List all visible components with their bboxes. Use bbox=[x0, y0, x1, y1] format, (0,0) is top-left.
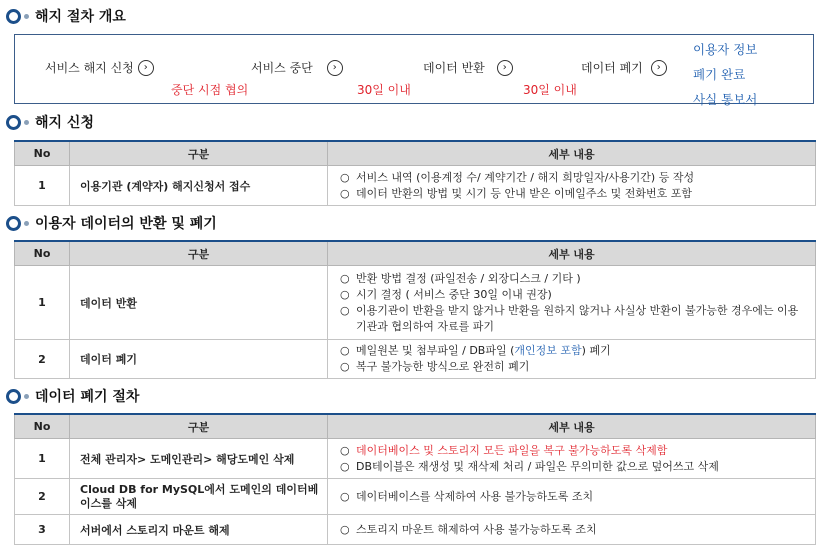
return-table bbox=[14, 240, 816, 379]
list-item: ○ 데이터베이스를 삭제하여 사용 불가능하도록 조치 bbox=[340, 489, 594, 503]
section-title-disposal: 데이터 폐기 절차 bbox=[6, 385, 139, 407]
section-title-overview bbox=[6, 5, 126, 27]
list-item: ○ 메일원본 및 첨부파일 / DB파일 (개인정보 포함) 폐기 bbox=[340, 344, 611, 357]
flow-final-notice: 이용자 정보 폐기 완료 사실 통보서 bbox=[693, 42, 758, 107]
flow-step-service-stop: 서비스 중단 › bbox=[251, 59, 343, 76]
col-no: No bbox=[15, 241, 70, 266]
list-item: ○ 복구 불가능한 방식으로 완전히 폐기 bbox=[340, 360, 530, 373]
list-item: ○ 스토리지 마운트 해제하여 사용 불가능하도록 조치 bbox=[340, 522, 597, 536]
disposal-table bbox=[14, 413, 816, 545]
flow-step-data-disposal: 데이터 폐기 › bbox=[581, 59, 667, 76]
section-bullet-icon bbox=[6, 9, 29, 24]
section-bullet-icon bbox=[6, 389, 29, 404]
arrow-right-circle-icon: › bbox=[497, 60, 513, 76]
flow-step-cancel-request: 서비스 해지 신청 › bbox=[45, 59, 154, 76]
apply-table bbox=[14, 140, 816, 206]
list-item: ○ DB테이블은 재생성 및 재삭제 처리 / 파일은 무의미한 값으로 덮어쓰고 삭제 bbox=[340, 459, 719, 473]
section-title-apply: 해지 신청 bbox=[6, 111, 94, 133]
flow-note-30days-1: 30일 이내 bbox=[357, 83, 411, 97]
flow-note-30days-2: 30일 이내 bbox=[523, 83, 577, 97]
table-row: 1 이용기관 (계약자) 해지신청서 접수 ○ 서비스 내역 (이용계정 수/ 계약기간 / 해지 희망일자/사용기간) 등 작성 ○ 데이터 반환의 방법 및 시기 등 안내 받은 이메일주소 및 전화번호 포함 bbox=[15, 166, 816, 206]
table-row: 1 데이터 반환 ○ 반환 방법 결정 (파일전송 / 외장디스크 / 기타 ) ○ 시기 결정 ( 서비스 중단 30일 이내 권장) ○ 이용기관이 반환을 받지 않거나 반환을 원하지 않거나 사실상 반환이 불가능한 경우에는 이용기관과 협의하여 자료를 파기 bbox=[15, 266, 816, 340]
list-item: ○ 서비스 내역 (이용계정 수/ 계약기간 / 해지 희망일자/사용기간) 등 작성 bbox=[340, 170, 695, 184]
section-bullet-icon bbox=[6, 216, 29, 231]
col-detail: 세부 내용 bbox=[328, 414, 816, 439]
table-row: 3 서버에서 스토리지 마운트 해제 ○ 스토리지 마운트 해제하여 사용 불가능하도록 조치 bbox=[15, 515, 816, 545]
col-no: No bbox=[15, 141, 70, 166]
list-item: ○ 데이터베이스 및 스토리지 모든 파일을 복구 불가능하도록 삭제함 bbox=[340, 443, 668, 457]
section-title-return: 이용자 데이터의 반환 및 폐기 bbox=[6, 212, 217, 234]
table-row: 2 Cloud DB for MySQL에서 도메인의 데이터베이스를 삭제 ○ 데이터베이스를 삭제하여 사용 불가능하도록 조치 bbox=[15, 479, 816, 515]
table-row: 2 데이터 폐기 ○ 메일원본 및 첨부파일 / DB파일 (개인정보 포함) 폐기 ○ 복구 불가능한 방식으로 완전히 폐기 bbox=[15, 340, 816, 379]
list-item: ○ 데이터 반환의 방법 및 시기 등 안내 받은 이메일주소 및 전화번호 포함 bbox=[340, 186, 692, 200]
section-title-overview-text: 해지 절차 개요 bbox=[35, 9, 126, 25]
col-category: 구분 bbox=[70, 414, 328, 439]
section-bullet-icon bbox=[6, 115, 29, 130]
list-item: ○ 반환 방법 결정 (파일전송 / 외장디스크 / 기타 ) bbox=[340, 271, 581, 285]
arrow-right-circle-icon: › bbox=[138, 60, 154, 76]
arrow-right-circle-icon: › bbox=[327, 60, 343, 76]
col-category: 구분 bbox=[70, 141, 328, 166]
col-category: 구분 bbox=[70, 241, 328, 266]
flow-step-data-return: 데이터 반환 › bbox=[423, 59, 513, 76]
col-no: No bbox=[15, 414, 70, 439]
list-item: ○ 시기 결정 ( 서비스 중단 30일 이내 권장) bbox=[340, 287, 552, 301]
flow-note-stop-timing: 중단 시점 협의 bbox=[171, 83, 249, 97]
col-detail: 세부 내용 bbox=[328, 141, 816, 166]
list-item: ○ 이용기관이 반환을 받지 않거나 반환을 원하지 않거나 사실상 반환이 불가능한 경우에는 이용기관과 협의하여 자료를 파기 bbox=[340, 303, 799, 333]
process-flow-box bbox=[14, 34, 814, 107]
arrow-right-circle-icon: › bbox=[651, 60, 667, 76]
col-detail: 세부 내용 bbox=[328, 241, 816, 266]
table-row: 1 전체 관리자> 도메인관리> 해당도메인 삭제 ○ 데이터베이스 및 스토리지 모든 파일을 복구 불가능하도록 삭제함 ○ DB테이블은 재생성 및 재삭제 처리 / 파일은 무의미한 값으로 덮어쓰고 삭제 bbox=[15, 439, 816, 479]
